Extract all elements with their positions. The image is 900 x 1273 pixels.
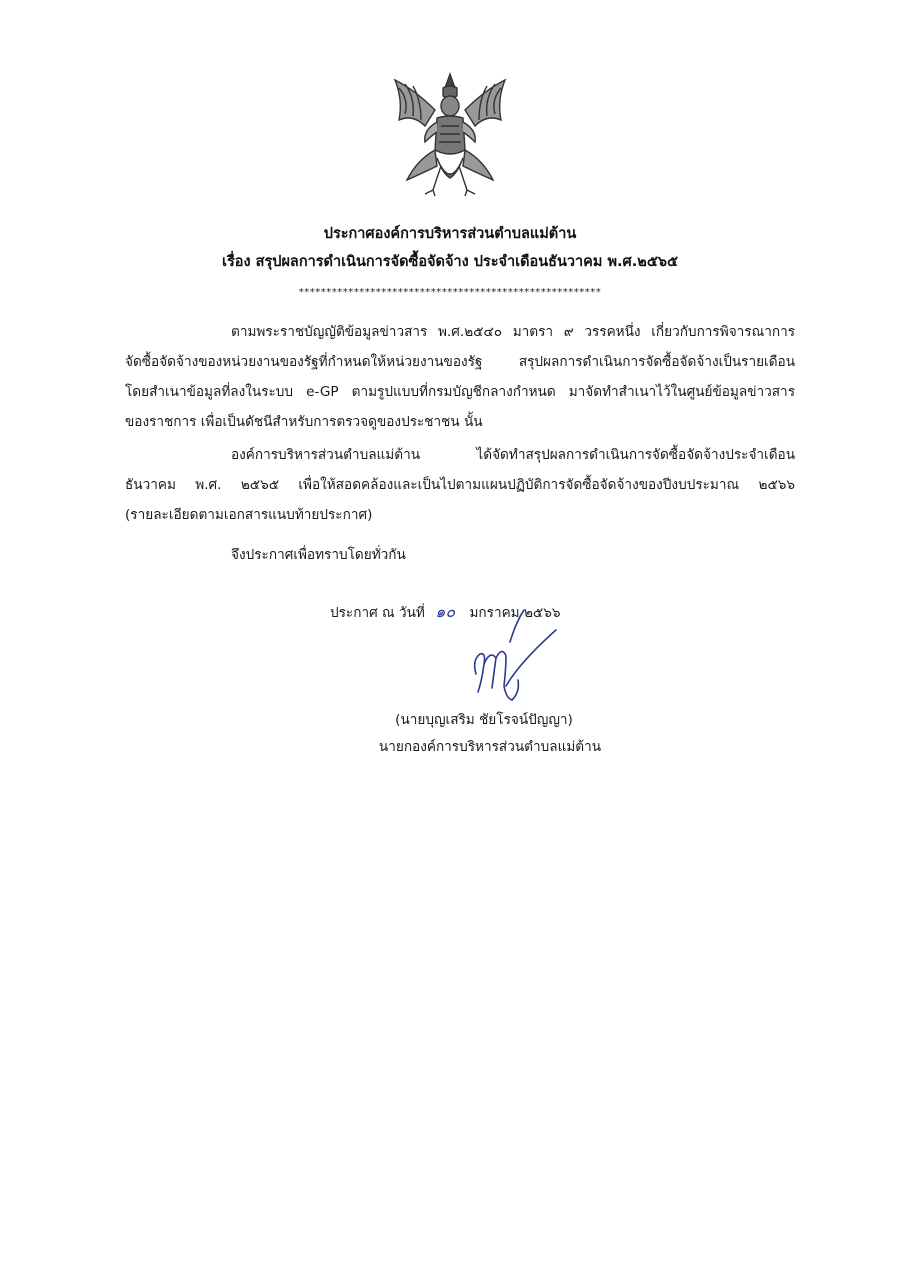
signatory-name: (นายบุญเสริม ชัยโรจน์ปัญญา) xyxy=(395,712,573,728)
garuda-emblem-icon xyxy=(385,70,515,200)
paragraph-1-line: โดยสำเนาข้อมูลที่ลงในระบบ e-GP ตามรูปแบบที่กรมบัญชีกลางกำหนด มาจัดทำสำเนาไว้ในศูนย์ข้อมูลข่าวสาร xyxy=(125,384,795,400)
announcement-title: ประกาศองค์การบริหารส่วนตำบลแม่ต้าน xyxy=(323,226,577,242)
paragraph-1-line: ของราชการ เพื่อเป็นดัชนีสำหรับการตรวจดูของประชาชน นั้น xyxy=(125,414,483,430)
paragraph-1 xyxy=(125,317,795,437)
announcement-subject: เรื่อง สรุปผลการดำเนินการจัดซื้อจัดจ้าง ประจำเดือนธันวาคม พ.ศ.๒๕๖๕ xyxy=(222,254,678,270)
paragraph-1-line: จัดซื้อจัดจ้างของหน่วยงานของรัฐที่กำหนดให้หน่วยงานของรัฐ สรุปผลการดำเนินการจัดซื้อจัดจ้างเป็นรายเดือน xyxy=(125,354,795,370)
separator-line: ******************************************************* xyxy=(298,287,602,298)
paragraph-2-line: องค์การบริหารส่วนตำบลแม่ต้าน ได้จัดทำสรุปผลการดำเนินการจัดซื้อจัดจ้างประจำเดือน xyxy=(231,447,795,463)
paragraph-2 xyxy=(125,440,795,530)
date-prefix: ประกาศ ณ วันที่ xyxy=(330,605,425,621)
paragraph-2-line: (รายละเอียดตามเอกสารแนบท้ายประกาศ) xyxy=(125,507,373,523)
date-month-year: มกราคม ๒๕๖๖ xyxy=(469,605,561,621)
signatory-position: นายกองค์การบริหารส่วนตำบลแม่ต้าน xyxy=(378,739,602,755)
paragraph-2-line: ธันวาคม พ.ศ. ๒๕๖๕ เพื่อให้สอดคล้องและเป็นไปตามแผนปฏิบัติการจัดซื้อจัดจ้างของปีงบประมาณ ๒๕๖๖ xyxy=(125,477,795,493)
handwritten-signature xyxy=(450,602,570,712)
paragraph-1-line: ตามพระราชบัญญัติข้อมูลข่าวสาร พ.ศ.๒๕๔๐ มาตรา ๙ วรรคหนึ่ง เกี่ยวกับการพิจารณาการ xyxy=(231,324,795,340)
closing-statement: จึงประกาศเพื่อทราบโดยทั่วกัน xyxy=(231,547,406,563)
date-day: ๑๐ xyxy=(435,602,456,621)
